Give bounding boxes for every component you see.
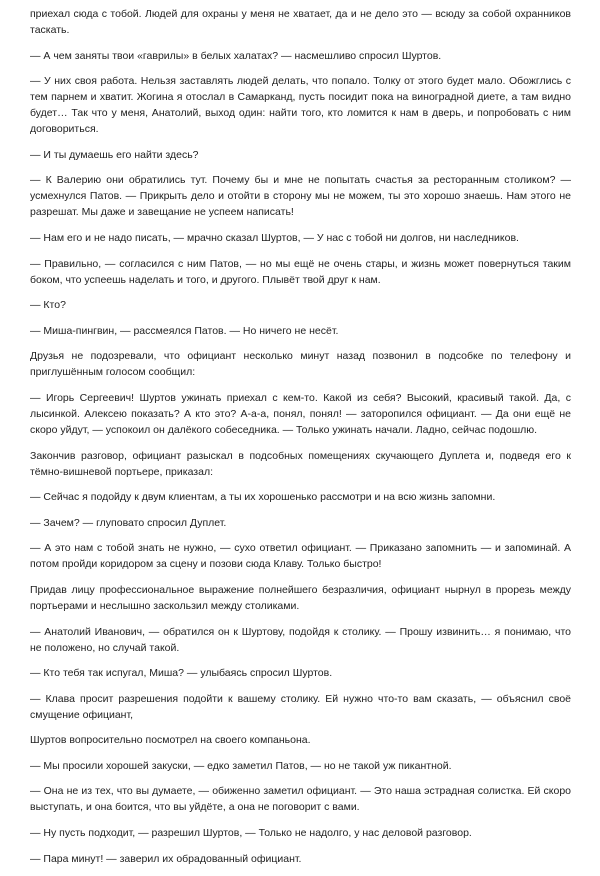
paragraph: Шуртов вопросительно посмотрел на своего компаньона. — [30, 734, 311, 747]
paragraph: — Миша-пингвин, — рассмеялся Патов. — Но ничего не несёт. — [30, 324, 339, 337]
paragraph: — У них своя работа. Нельзя заставлять людей делать, что попало. Толку от этого будет мало. Обожглись с тем парнем и хватит. Жогина я отослал в Самарканд, пусть посидит пока на виноградной диете, а там видно будет… Так что у меня, Анатолий, выход один: найти того, кто ломится к нам в дверь, и попробовать с ним договориться. — [30, 75, 571, 136]
paragraph: — А это нам с тобой знать не нужно, — сухо ответил официант. — Приказано запомнить — и запоминай. А потом пройди коридором за сцену и позови сюда Клаву. Только быстро! — [30, 542, 571, 571]
paragraph: — Нам его и не надо писать, — мрачно сказал Шуртов, — У нас с тобой ни долгов, ни наследников. — [30, 231, 519, 244]
paragraph: — Клава просит разрешения подойти к вашему столику. Ей нужно что-то вам сказать, — объяснил своё смущение официант, — [30, 692, 571, 721]
paragraph: Придав лицу профессиональное выражение полнейшего безразличия, официант нырнул в прорезь между портьерами и неслышно заскользил между столиками. — [30, 583, 571, 612]
paragraph: — Сейчас я подойду к двум клиентам, а ты их хорошенько рассмотри и на всю жизнь запомни. — [30, 491, 496, 504]
paragraph: — А чем заняты твои «гаврилы» в белых халатах? — насмешливо спросил Шуртов. — [30, 49, 442, 62]
paragraph: Закончив разговор, официант разыскал в подсобных помещениях скучающего Дуплета и, подведя его к тёмно-вишневой портьере, приказал: — [30, 449, 571, 478]
paragraph: — Мы просили хорошей закуски, — едко заметил Патов, — но не такой уж пикантной. — [30, 759, 452, 772]
paragraph: — Игорь Сергеевич! Шуртов ужинать приехал с кем-то. Какой из себя? Высокий, красивый такой. Да, с лысинкой. Алексею показать? А кто это? А-а-а, понял, понял! — заторопился официант. — Да они ещё не скоро уйдут, — успокоил он далёкого собеседника. — Только ужинать начали. Ладно, сейчас подошлю. — [30, 391, 571, 436]
paragraph: — Ну пусть подходит, — разрешил Шуртов, — Только не надолго, у нас деловой разговор. — [30, 827, 472, 840]
paragraph: — Пара минут! — заверил их обрадованный официант. — [30, 852, 302, 865]
paragraph: — Кто? — [30, 299, 66, 312]
paragraph: — Она не из тех, что вы думаете, — обиженно заметил официант. — Это наша эстрадная солистка. Ей скоро выступать, и она боится, что вы уйдёте, а она не поговорит с вами. — [30, 785, 571, 814]
paragraph: — Анатолий Иванович, — обратился он к Шуртову, подойдя к столику. — Прошу извинить… я понимаю, что не положено, но случай такой. — [30, 625, 571, 654]
paragraph: — Зачем? — глуповато спросил Дуплет. — [30, 516, 227, 529]
paragraph: — К Валерию они обратились тут. Почему бы и мне не попытать счастья за ресторанным столиком? — усмехнулся Патов. — Прикрыть дело и отойти в сторону мы не можем, ты это хорошо знаешь. Нам этого не разрешат. Мы даже и завещание не успеем написать! — [30, 174, 571, 219]
paragraph: приехал сюда с тобой. Людей для охраны у меня не хватает, да и не дело это — всюду за собой охранников таскать. — [30, 8, 571, 36]
body-text — [30, 6, 571, 876]
paragraph: — И ты думаешь его найти здесь? — [30, 148, 199, 161]
paragraph: — Правильно, — согласился с ним Патов, — но мы ещё не очень стары, и жизнь может повернуться таким боком, что успеешь наделать и того, и другого. Плывёт твой друг к нам. — [30, 257, 571, 286]
paragraph: Друзья не подозревали, что официант несколько минут назад позвонил в подсобке по телефону и приглушённым голосом сообщил: — [30, 350, 571, 379]
paragraph: — Кто тебя так испугал, Миша? — улыбаясь спросил Шуртов. — [30, 667, 333, 680]
